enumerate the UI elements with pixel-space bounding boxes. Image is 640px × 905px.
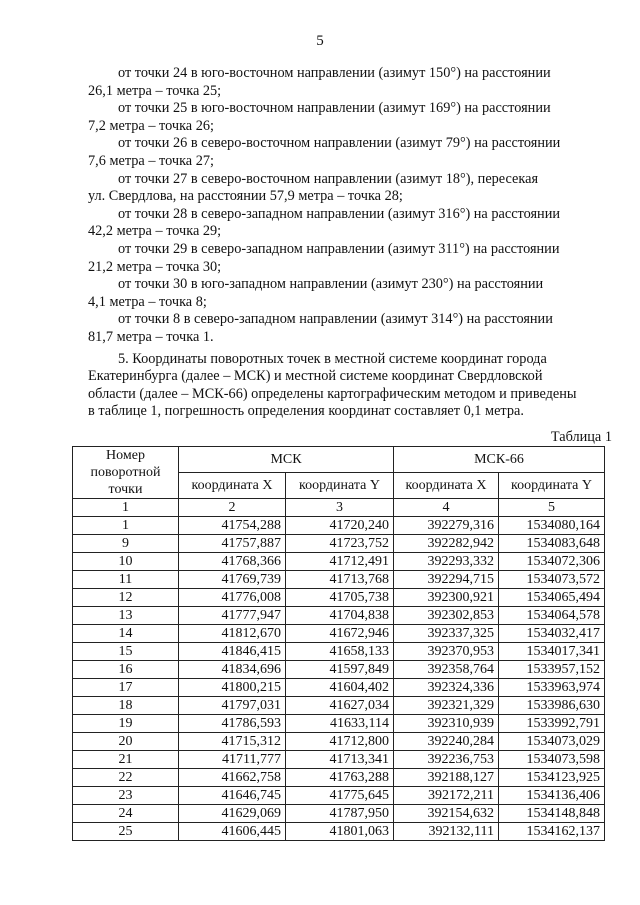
route-line: от точки 27 в северо-восточном направлении (азимут 18°), пересекая <box>118 170 539 187</box>
table-row <box>73 805 605 823</box>
table-row <box>73 715 605 733</box>
msk-y-header: координата Y <box>286 473 394 499</box>
msk-header: МСК <box>179 447 394 473</box>
point-number-cell: 24 <box>73 805 179 823</box>
coordinate-cell: 41775,645 <box>286 787 394 805</box>
coordinate-cell: 1534080,164 <box>499 517 605 535</box>
msk-x-header: координата X <box>179 473 286 499</box>
clause-line: Екатеринбурга (далее – МСК) и местной системе координат Свердловской <box>88 368 543 385</box>
coordinate-cell: 41606,445 <box>179 823 286 841</box>
route-line: от точки 30 в юго-западном направлении (азимут 230°) на расстоянии <box>118 276 544 293</box>
route-line: от точки 29 в северо-западном направлении (азимут 311°) на расстоянии <box>118 240 560 257</box>
document-body <box>88 65 604 421</box>
coordinates-table <box>72 446 605 841</box>
table-row <box>73 535 605 553</box>
coordinate-cell: 1534136,406 <box>499 787 605 805</box>
coordinate-cell: 392324,336 <box>394 679 499 697</box>
coordinate-cell: 41723,752 <box>286 535 394 553</box>
coordinate-cell: 41812,670 <box>179 625 286 643</box>
coordinate-cell: 41769,739 <box>179 571 286 589</box>
point-number-cell: 25 <box>73 823 179 841</box>
msk66-header: МСК-66 <box>394 447 605 473</box>
table-row <box>73 643 605 661</box>
point-number-cell: 22 <box>73 769 179 787</box>
msk66-y-header: координата Y <box>499 473 605 499</box>
coordinate-cell: 1533957,152 <box>499 661 605 679</box>
route-line: от точки 26 в северо-восточном направлении (азимут 79°) на расстоянии <box>118 135 561 152</box>
coordinate-cell: 41711,777 <box>179 751 286 769</box>
clause-line: 5. Координаты поворотных точек в местной системе координат города <box>118 350 547 367</box>
column-number: 3 <box>286 499 394 517</box>
coordinate-cell: 41705,738 <box>286 589 394 607</box>
coordinate-cell: 392310,939 <box>394 715 499 733</box>
column-number: 5 <box>499 499 605 517</box>
point-number-cell: 10 <box>73 553 179 571</box>
msk66-x-header: координата X <box>394 473 499 499</box>
coordinate-cell: 41715,312 <box>179 733 286 751</box>
coordinate-cell: 41597,849 <box>286 661 394 679</box>
route-line: от точки 24 в юго-восточном направлении (азимут 150°) на расстоянии <box>118 65 551 81</box>
coordinate-cell: 41763,288 <box>286 769 394 787</box>
coordinate-cell: 1534123,925 <box>499 769 605 787</box>
coordinate-cell: 392282,942 <box>394 535 499 553</box>
point-number-cell: 19 <box>73 715 179 733</box>
coordinate-cell: 41712,800 <box>286 733 394 751</box>
table-row <box>73 571 605 589</box>
point-number-cell: 15 <box>73 643 179 661</box>
table-row <box>73 751 605 769</box>
coordinate-cell: 392188,127 <box>394 769 499 787</box>
coordinate-cell: 392337,325 <box>394 625 499 643</box>
page-number: 5 <box>316 33 324 49</box>
table-row <box>73 769 605 787</box>
coordinate-cell: 392294,715 <box>394 571 499 589</box>
route-line: от точки 8 в северо-западном направлении (азимут 314°) на расстоянии <box>118 311 553 328</box>
coordinate-cell: 392300,921 <box>394 589 499 607</box>
table-row <box>73 679 605 697</box>
coordinate-cell: 41662,758 <box>179 769 286 787</box>
coordinate-cell: 1534083,648 <box>499 535 605 553</box>
coordinate-cell: 41786,593 <box>179 715 286 733</box>
coordinate-cell: 41604,402 <box>286 679 394 697</box>
table-row <box>73 733 605 751</box>
table-row <box>73 787 605 805</box>
coordinate-cell: 41768,366 <box>179 553 286 571</box>
table-row <box>73 625 605 643</box>
coordinate-cell: 1533986,630 <box>499 697 605 715</box>
clause-line: области (далее – МСК-66) определены картографическим методом и приведены <box>88 385 577 402</box>
coordinate-cell: 1534017,341 <box>499 643 605 661</box>
coordinate-cell: 41720,240 <box>286 517 394 535</box>
coordinate-cell: 1534072,306 <box>499 553 605 571</box>
coordinate-cell: 392279,316 <box>394 517 499 535</box>
coordinate-cell: 41646,745 <box>179 787 286 805</box>
route-line: 7,6 метра – точка 27; <box>88 152 214 169</box>
coordinate-cell: 392293,332 <box>394 553 499 571</box>
route-description <box>88 65 604 347</box>
route-line: от точки 25 в юго-восточном направлении (азимут 169°) на расстоянии <box>118 100 551 117</box>
point-number-cell: 9 <box>73 535 179 553</box>
coordinate-cell: 41627,034 <box>286 697 394 715</box>
coordinate-cell: 41846,415 <box>179 643 286 661</box>
clause-line: в таблице 1, погрешность определения координат составляет 0,1 метра. <box>88 403 524 420</box>
coordinate-cell: 392358,764 <box>394 661 499 679</box>
coordinate-cell: 392236,753 <box>394 751 499 769</box>
coordinate-cell: 392370,953 <box>394 643 499 661</box>
route-line: 26,1 метра – точка 25; <box>88 82 222 99</box>
coordinate-cell: 41801,063 <box>286 823 394 841</box>
coordinate-cell: 1533992,791 <box>499 715 605 733</box>
column-number: 4 <box>394 499 499 517</box>
table-row <box>73 517 605 535</box>
coordinate-cell: 1534148,848 <box>499 805 605 823</box>
table-row <box>73 607 605 625</box>
coordinate-cell: 41777,947 <box>179 607 286 625</box>
route-line: ул. Свердлова, на расстоянии 57,9 метра – точка 28; <box>88 188 403 205</box>
coordinate-cell: 41713,341 <box>286 751 394 769</box>
coordinate-cell: 1534064,578 <box>499 607 605 625</box>
coordinate-cell: 392132,111 <box>394 823 499 841</box>
coordinate-cell: 41633,114 <box>286 715 394 733</box>
route-line: от точки 28 в северо-западном направлении (азимут 316°) на расстоянии <box>118 205 561 222</box>
point-number-cell: 18 <box>73 697 179 715</box>
column-number: 2 <box>179 499 286 517</box>
coordinate-cell: 41787,950 <box>286 805 394 823</box>
coordinate-cell: 41629,069 <box>179 805 286 823</box>
coordinate-cell: 392154,632 <box>394 805 499 823</box>
coordinate-cell: 1534073,598 <box>499 751 605 769</box>
coordinate-cell: 41797,031 <box>179 697 286 715</box>
coordinate-cell: 41672,946 <box>286 625 394 643</box>
coordinate-cell: 41704,838 <box>286 607 394 625</box>
point-number-cell: 20 <box>73 733 179 751</box>
coordinate-cell: 41712,491 <box>286 553 394 571</box>
coordinate-cell: 41754,288 <box>179 517 286 535</box>
coordinate-cell: 41713,768 <box>286 571 394 589</box>
table-caption: Таблица 1 <box>550 429 612 445</box>
point-number-cell: 1 <box>73 517 179 535</box>
table-row <box>73 589 605 607</box>
coordinate-cell: 1533963,974 <box>499 679 605 697</box>
coordinate-cell: 1534162,137 <box>499 823 605 841</box>
clause-5 <box>88 351 604 421</box>
table-row <box>73 823 605 841</box>
route-line: 7,2 метра – точка 26; <box>88 117 214 134</box>
point-number-cell: 13 <box>73 607 179 625</box>
table-row <box>73 697 605 715</box>
point-number-cell: 11 <box>73 571 179 589</box>
coordinate-cell: 1534032,417 <box>499 625 605 643</box>
coordinate-cell: 1534073,029 <box>499 733 605 751</box>
coordinate-cell: 41658,133 <box>286 643 394 661</box>
coordinate-cell: 41800,215 <box>179 679 286 697</box>
route-line: 81,7 метра – точка 1. <box>88 328 214 345</box>
coordinates-table-body <box>73 517 605 841</box>
point-number-cell: 17 <box>73 679 179 697</box>
coordinate-cell: 41757,887 <box>179 535 286 553</box>
column-number: 1 <box>73 499 179 517</box>
point-number-cell: 14 <box>73 625 179 643</box>
route-line: 21,2 метра – точка 30; <box>88 258 222 275</box>
coordinate-cell: 392302,853 <box>394 607 499 625</box>
point-number-header: Номер поворотной точки <box>73 447 179 499</box>
coordinate-cell: 392172,211 <box>394 787 499 805</box>
point-number-cell: 12 <box>73 589 179 607</box>
coordinate-cell: 392240,284 <box>394 733 499 751</box>
coordinate-cell: 1534065,494 <box>499 589 605 607</box>
coordinate-cell: 41834,696 <box>179 661 286 679</box>
route-line: 4,1 метра – точка 8; <box>88 293 207 310</box>
coordinate-cell: 41776,008 <box>179 589 286 607</box>
coordinate-cell: 1534073,572 <box>499 571 605 589</box>
point-number-cell: 23 <box>73 787 179 805</box>
route-line: 42,2 метра – точка 29; <box>88 223 222 240</box>
point-number-cell: 21 <box>73 751 179 769</box>
coordinate-cell: 392321,329 <box>394 697 499 715</box>
table-row <box>73 661 605 679</box>
table-row <box>73 553 605 571</box>
point-number-cell: 16 <box>73 661 179 679</box>
